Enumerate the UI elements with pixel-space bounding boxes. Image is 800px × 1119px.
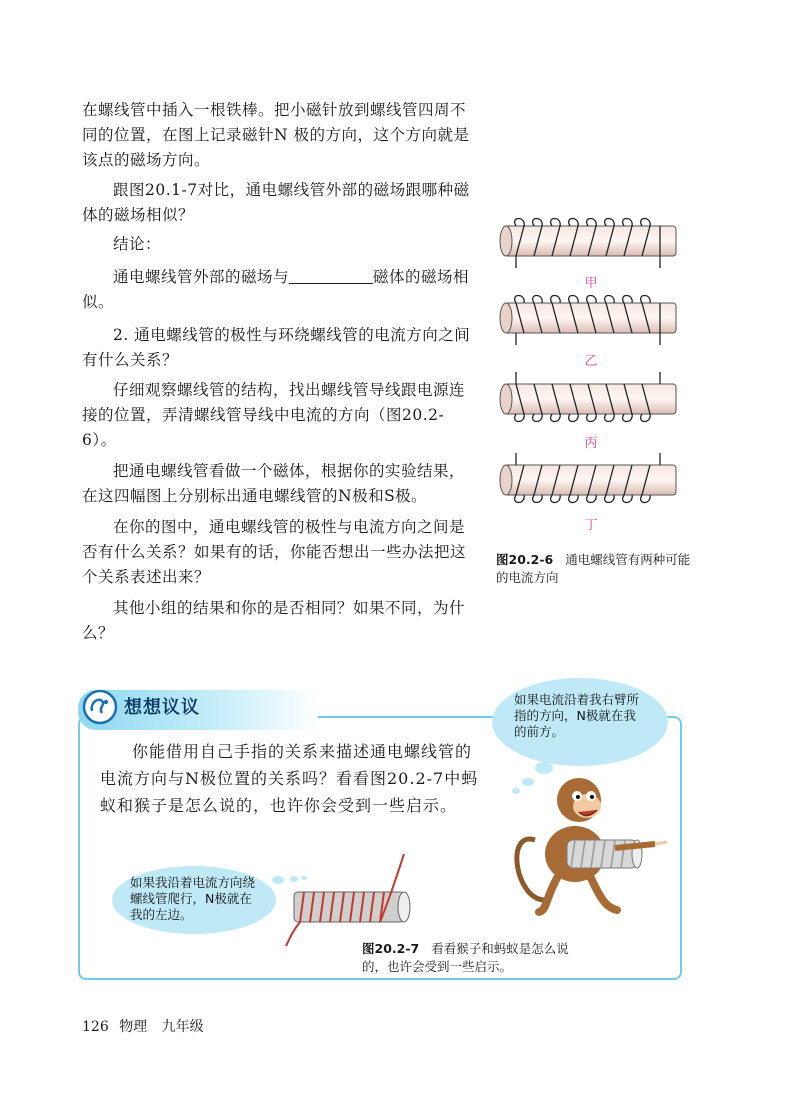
paragraph-1: 在螺线管中插入一根铁棒。把小磁针放到螺线管四周不同的位置，在图上记录磁针N 极的方向，这个方向就是该点的磁场方向。 — [82, 101, 470, 169]
solenoid-figure-yi — [496, 291, 686, 347]
discussion-title: 想想议议 — [124, 697, 200, 718]
ant-speech-bubble — [112, 866, 276, 934]
caption-number: 图20.2-6 — [496, 552, 554, 567]
conclusion-text-a: 通电螺线管外部的磁场与 — [113, 268, 290, 286]
solenoid-figure-bing — [496, 372, 686, 428]
label-ding: 丁 — [584, 518, 598, 533]
monkey-illustration — [505, 770, 675, 920]
paragraph-6: 其他小组的结果和你的是否相同？如果不同，为什么？ — [82, 599, 466, 642]
ant-speech-text: 如果我沿着电流方向绕螺线管爬行，N极就在我的左边。 — [130, 875, 256, 922]
conclusion-text-b: 磁体的磁场相似。 — [82, 268, 470, 311]
discussion-text: 你能借用自己手指的关系来描述通电螺线管的电流方向与N极位置的关系吗？看看图20.2-7中蚂蚁和猴子是怎么说的，也许你会受到一些启示。 — [100, 742, 479, 815]
paragraph-conclusion — [82, 265, 474, 315]
page-footer — [82, 1016, 204, 1036]
monkey-speech-bubble — [492, 678, 668, 766]
caption-text: 通电螺线管有两种可能的电流方向 — [496, 552, 691, 585]
figure-20-2-7-caption — [362, 940, 582, 976]
coil-with-ant-illustration — [282, 852, 422, 948]
caption-text-2: 看看猴子和蚂蚁是怎么说的，也许会受到一些启示。 — [362, 941, 569, 974]
paragraph-conclusion-label: 结论： — [113, 235, 162, 253]
paragraph-2: 跟图20.1-7对比，通电螺线管外部的磁场跟哪种磁体的磁场相似？ — [82, 181, 470, 224]
page-number: 126 — [82, 1019, 109, 1035]
figure-20-2-6-caption — [496, 551, 696, 587]
solenoid-figure-ding — [496, 453, 686, 509]
solenoid-figure-jia — [496, 214, 686, 270]
footer-subject: 物理 — [119, 1019, 148, 1035]
label-yi: 乙 — [584, 354, 598, 369]
footer-grade: 九年级 — [161, 1019, 204, 1035]
label-bing: 丙 — [584, 436, 598, 451]
paragraph-4: 把通电螺线管看做一个磁体，根据你的实验结果，在这四幅图上分别标出通电螺线管的N极和S极。 — [82, 462, 466, 505]
monkey-speech-text: 如果电流沿着我右臂所指的方向，N极就在我的前方。 — [514, 692, 640, 739]
label-jia: 甲 — [584, 276, 598, 291]
caption-number-2: 图20.2-7 — [362, 941, 420, 956]
paragraph-question-2: 2. 通电螺线管的极性与环绕螺线管的电流方向之间有什么关系？ — [82, 326, 471, 369]
paragraph-3: 仔细观察螺线管的结构，找出螺线管导线跟电源连接的位置，弄清螺线管导线中电流的方向（图20.2-6）。 — [82, 381, 466, 449]
discussion-icon — [82, 689, 118, 725]
fill-blank[interactable] — [289, 267, 373, 284]
paragraph-5: 在你的图中，通电螺线管的极性与电流方向之间是否有什么关系？如果有的话，你能否想出一些办法把这个关系表述出来？ — [82, 518, 467, 586]
